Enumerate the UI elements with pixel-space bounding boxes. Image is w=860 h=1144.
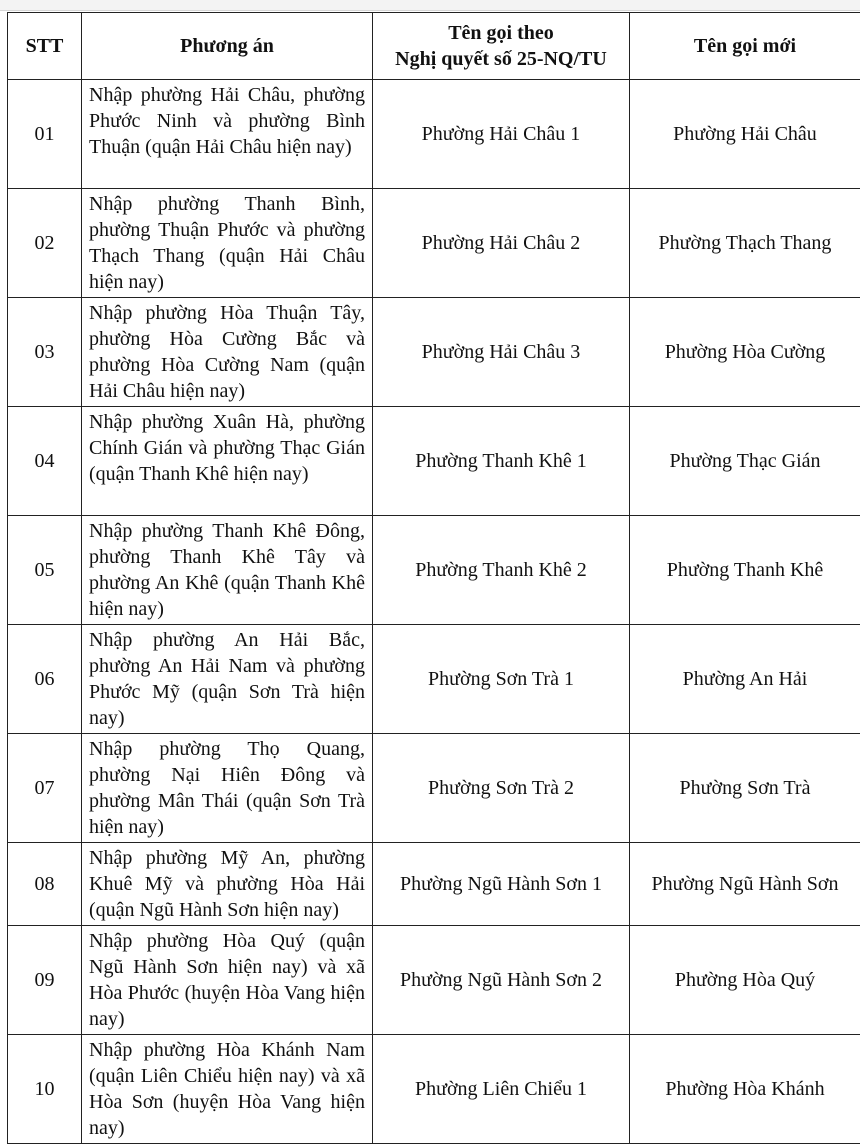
ward-merger-table [7,12,860,1144]
cell-stt: 09 [8,926,82,1035]
table-row [8,625,860,734]
cell-stt: 10 [8,1035,82,1144]
cell-new-name: Phường Thanh Khê [630,516,860,625]
cell-resolution-name: Phường Hải Châu 3 [373,298,630,407]
cell-new-name: Phường An Hải [630,625,860,734]
table-row [8,80,860,189]
header-stt: STT [8,13,82,80]
header-new-name: Tên gọi mới [630,13,860,80]
cell-new-name: Phường Hòa Cường [630,298,860,407]
table-row [8,843,860,926]
cell-stt: 01 [8,80,82,189]
header-resolution-line2: Nghị quyết số 25-NQ/TU [395,48,607,70]
cell-resolution-name: Phường Sơn Trà 1 [373,625,630,734]
cell-plan: Nhập phường Thọ Quang, phường Nại Hiên Đông và phường Mân Thái (quận Sơn Trà hiện nay) [82,734,373,843]
cell-stt: 08 [8,843,82,926]
cell-resolution-name: Phường Ngũ Hành Sơn 2 [373,926,630,1035]
cell-new-name: Phường Hải Châu [630,80,860,189]
cell-plan: Nhập phường Thanh Bình, phường Thuận Phước và phường Thạch Thang (quận Hải Châu hiện nay) [82,189,373,298]
table-row [8,516,860,625]
cell-plan: Nhập phường Hòa Khánh Nam (quận Liên Chiểu hiện nay) và xã Hòa Sơn (huyện Hòa Vang hiện nay) [82,1035,373,1144]
table-row [8,1035,860,1144]
header-resolution-name [373,13,630,80]
table-row [8,926,860,1035]
cell-stt: 06 [8,625,82,734]
cell-new-name: Phường Sơn Trà [630,734,860,843]
cell-stt: 02 [8,189,82,298]
cell-plan: Nhập phường Hòa Quý (quận Ngũ Hành Sơn hiện nay) và xã Hòa Phước (huyện Hòa Vang hiện nay) [82,926,373,1035]
cell-stt: 04 [8,407,82,516]
table-row [8,734,860,843]
cell-resolution-name: Phường Ngũ Hành Sơn 1 [373,843,630,926]
cell-plan: Nhập phường Thanh Khê Đông, phường Thanh Khê Tây và phường An Khê (quận Thanh Khê hiện nay) [82,516,373,625]
cell-new-name: Phường Hòa Khánh [630,1035,860,1144]
cell-resolution-name: Phường Thanh Khê 2 [373,516,630,625]
cell-resolution-name: Phường Sơn Trà 2 [373,734,630,843]
cell-resolution-name: Phường Hải Châu 2 [373,189,630,298]
cell-plan: Nhập phường Hòa Thuận Tây, phường Hòa Cường Bắc và phường Hòa Cường Nam (quận Hải Châu hiện nay) [82,298,373,407]
cell-new-name: Phường Thạch Thang [630,189,860,298]
cell-new-name: Phường Thạc Gián [630,407,860,516]
header-resolution-line1: Tên gọi theo [448,22,554,44]
cell-stt: 03 [8,298,82,407]
cell-plan: Nhập phường Hải Châu, phường Phước Ninh và phường Bình Thuận (quận Hải Châu hiện nay) [82,80,373,189]
cell-stt: 07 [8,734,82,843]
table-row [8,189,860,298]
cell-resolution-name: Phường Hải Châu 1 [373,80,630,189]
cell-plan: Nhập phường Xuân Hà, phường Chính Gián và phường Thạc Gián (quận Thanh Khê hiện nay) [82,407,373,516]
table-row [8,298,860,407]
table-row [8,407,860,516]
header-plan: Phương án [82,13,373,80]
cell-stt: 05 [8,516,82,625]
top-edge-strip [0,0,860,11]
cell-new-name: Phường Hòa Quý [630,926,860,1035]
cell-new-name: Phường Ngũ Hành Sơn [630,843,860,926]
cell-plan: Nhập phường Mỹ An, phường Khuê Mỹ và phường Hòa Hải (quận Ngũ Hành Sơn hiện nay) [82,843,373,926]
header-row [8,13,860,80]
cell-resolution-name: Phường Thanh Khê 1 [373,407,630,516]
cell-resolution-name: Phường Liên Chiểu 1 [373,1035,630,1144]
cell-plan: Nhập phường An Hải Bắc, phường An Hải Nam và phường Phước Mỹ (quận Sơn Trà hiện nay) [82,625,373,734]
